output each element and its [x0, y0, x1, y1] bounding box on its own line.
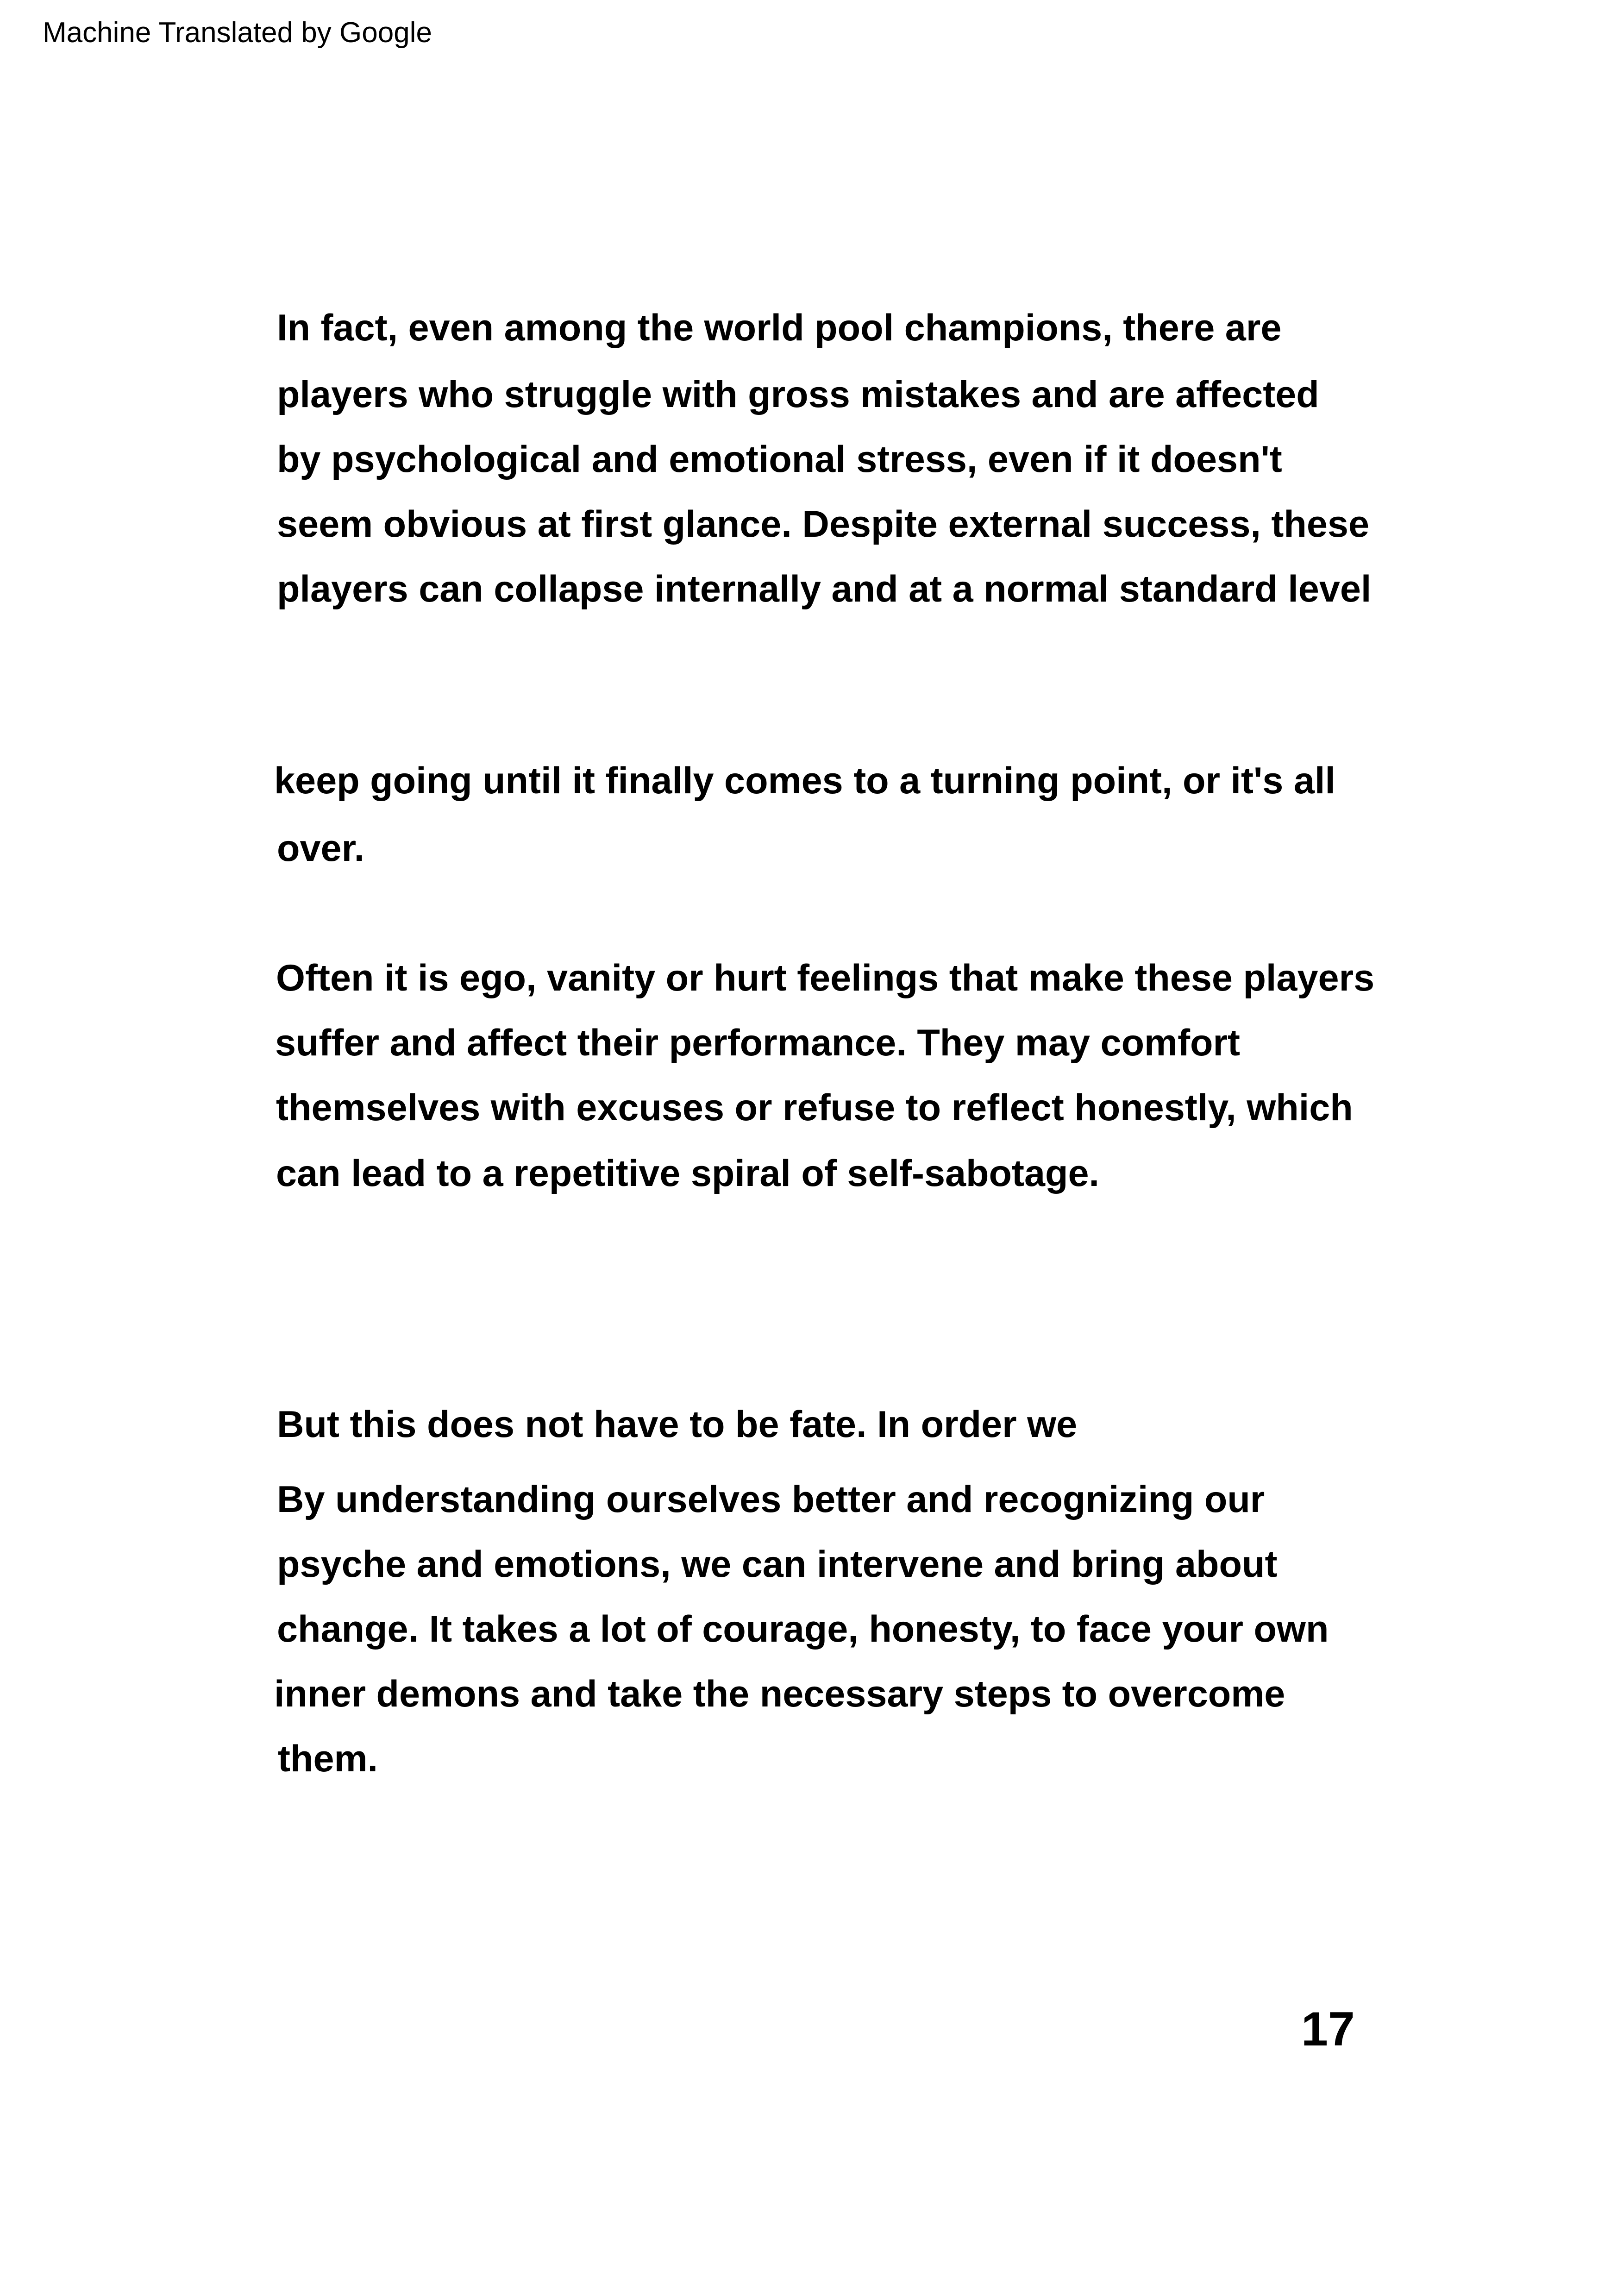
paragraph-3-line-2: suffer and affect their performance. They may comfort [275, 1022, 1241, 1064]
paragraph-2-line-1: keep going until it finally comes to a turning point, or it's all [274, 760, 1335, 802]
paragraph-1-line-3: by psychological and emotional stress, even if it doesn't [277, 439, 1282, 480]
paragraph-4-line-5: inner demons and take the necessary steps to overcome [274, 1673, 1285, 1715]
machine-translation-note: Machine Translated by Google [43, 17, 432, 49]
paragraph-3-line-3: themselves with excuses or refuse to reflect honestly, which [276, 1087, 1353, 1129]
page-number: 17 [1301, 2002, 1355, 2056]
paragraph-2-line-2: over. [277, 828, 365, 869]
paragraph-1-line-1: In fact, even among the world pool champions, there are [277, 307, 1282, 349]
paragraph-4-line-3: psyche and emotions, we can intervene and bring about [277, 1543, 1278, 1585]
paragraph-4-line-1: But this does not have to be fate. In order we [277, 1404, 1078, 1445]
paragraph-4-line-2: By understanding ourselves better and recognizing our [277, 1479, 1265, 1520]
paragraph-3-line-4: can lead to a repetitive spiral of self-sabotage. [276, 1153, 1100, 1194]
paragraph-1-line-2: players who struggle with gross mistakes and are affected [277, 374, 1319, 415]
paragraph-4-line-6: them. [278, 1738, 378, 1780]
paragraph-4-line-4: change. It takes a lot of courage, honesty, to face your own [277, 1608, 1329, 1650]
paragraph-1-line-5: players can collapse internally and at a normal standard level [277, 568, 1372, 610]
paragraph-1-line-4: seem obvious at first glance. Despite external success, these [277, 503, 1370, 545]
paragraph-3-line-1: Often it is ego, vanity or hurt feelings that make these players [276, 957, 1375, 999]
